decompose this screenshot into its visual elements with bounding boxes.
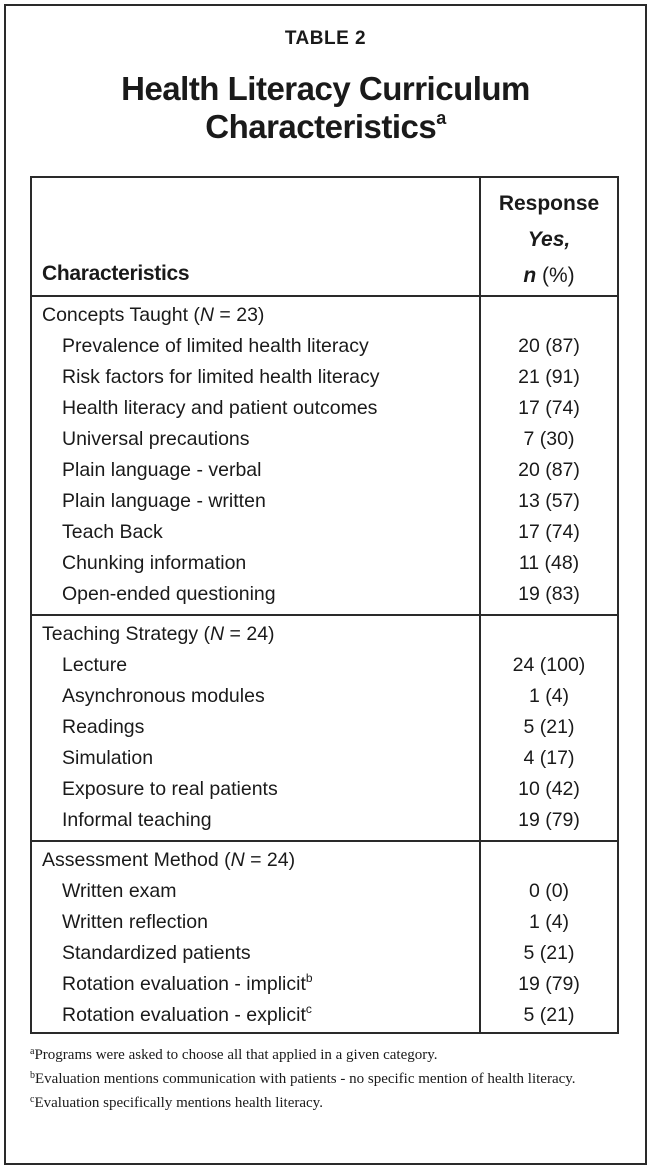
footnote-mark: b [30, 1070, 35, 1081]
header-response-line-2: Yes, [527, 228, 571, 251]
table-row [32, 712, 617, 743]
row-label: Plain language - verbal [62, 459, 262, 481]
table-row [32, 969, 617, 1000]
row-footnote-mark: c [305, 1002, 312, 1016]
table-row [32, 805, 617, 836]
footnote-text: Evaluation mentions communication with patients - no specific mention of health literacy. [35, 1071, 576, 1087]
row-label: Risk factors for limited health literacy [62, 366, 380, 388]
row-value: 1 (4) [528, 685, 570, 707]
row-value: 5 (21) [523, 1004, 575, 1026]
table-row [32, 938, 617, 969]
table-row [32, 907, 617, 938]
row-value: 17 (74) [518, 521, 580, 543]
row-label: Lecture [62, 654, 128, 676]
section-n-value: = 24) [224, 623, 275, 645]
table-row [32, 455, 617, 486]
row-label: Written exam [62, 880, 177, 902]
header-response-pct: (%) [536, 264, 575, 287]
row-footnote-mark: b [305, 971, 313, 985]
section-header-concepts: Concepts Taught (N = 23) [42, 304, 265, 326]
row-label: Universal precautions [62, 428, 250, 450]
header-divider [32, 295, 617, 297]
row-label: Plain language - written [62, 490, 266, 512]
row-value: 19 (79) [518, 809, 580, 831]
table-title [0, 70, 651, 146]
section-name: Concepts Taught [42, 304, 188, 326]
row-value: 13 (57) [518, 490, 580, 512]
row-label: Open-ended questioning [62, 583, 276, 605]
row-value: 19 (79) [518, 973, 580, 995]
table-row [32, 876, 617, 907]
footnote-text: Programs were asked to choose all that applied in a given category. [34, 1047, 438, 1063]
header-response-line-1: Response [498, 192, 600, 215]
row-label: Standardized patients [62, 942, 251, 964]
row-value: 20 (87) [518, 335, 580, 357]
row-value: 10 (42) [518, 778, 580, 800]
table-row [32, 393, 617, 424]
row-label: Informal teaching [62, 809, 212, 831]
section-name: Assessment Method [42, 849, 219, 871]
table-row [32, 548, 617, 579]
data-table [30, 176, 619, 1034]
row-label: Rotation evaluation - explicit [62, 1004, 306, 1026]
table-number: TABLE 2 [284, 28, 367, 49]
row-value: 7 (30) [523, 428, 575, 450]
row-label: Written reflection [62, 911, 208, 933]
table-row [32, 681, 617, 712]
row-label: Prevalence of limited health literacy [62, 335, 369, 357]
header-characteristics: Characteristics [42, 262, 190, 285]
row-label: Rotation evaluation - implicit [62, 973, 306, 995]
table-row [32, 486, 617, 517]
section-header-assessment: Assessment Method (N = 24) [42, 849, 296, 871]
section-n-label: N [230, 849, 245, 871]
row-value: 19 (83) [518, 583, 580, 605]
section-n-value: = 24) [244, 849, 296, 871]
row-value: 0 (0) [528, 880, 570, 902]
title-footnote-mark: a [436, 108, 446, 128]
footnote-mark: a [30, 1046, 35, 1057]
row-value: 4 (17) [523, 747, 575, 769]
footnote-text: Evaluation specifically mentions health literacy. [34, 1095, 323, 1111]
header-response [481, 186, 617, 294]
row-value: 21 (91) [518, 366, 580, 388]
header-response-line-3 [481, 258, 617, 294]
table-row [32, 424, 617, 455]
footnotes [30, 1046, 620, 1118]
row-value: 20 (87) [518, 459, 580, 481]
section-header-teaching: Teaching Strategy (N = 24) [42, 623, 275, 645]
row-value: 17 (74) [518, 397, 580, 419]
table-row [32, 362, 617, 393]
header-response-n: n [523, 264, 537, 287]
table-row [32, 774, 617, 805]
row-label: Teach Back [62, 521, 163, 543]
row-label: Asynchronous modules [62, 685, 265, 707]
title-line-2-text: Characteristics [205, 108, 437, 145]
footnote [30, 1094, 620, 1113]
row-label: Health literacy and patient outcomes [62, 397, 378, 419]
table-row [32, 743, 617, 774]
section-n-label: N [210, 623, 225, 645]
row-value: 1 (4) [528, 911, 570, 933]
row-label: Readings [62, 716, 145, 738]
footnote [30, 1046, 620, 1065]
section-n-label: N [199, 304, 215, 326]
section-divider [32, 840, 617, 842]
row-value: 11 (48) [518, 552, 580, 574]
footnote [30, 1070, 620, 1089]
table-row [32, 650, 617, 681]
table-row [32, 331, 617, 362]
row-value: 24 (100) [512, 654, 586, 676]
row-value: 5 (21) [523, 716, 575, 738]
table-row [32, 517, 617, 548]
section-name: Teaching Strategy [42, 623, 199, 645]
row-label: Chunking information [62, 552, 247, 574]
title-line-2 [0, 108, 651, 146]
row-label: Simulation [62, 747, 154, 769]
row-value: 5 (21) [523, 942, 575, 964]
table-row [32, 579, 617, 610]
table-row [32, 1000, 617, 1031]
section-n-value: = 23) [214, 304, 265, 326]
title-line-1: Health Literacy Curriculum [121, 70, 530, 107]
section-divider [32, 614, 617, 616]
footnote-mark: c [30, 1094, 35, 1105]
row-label: Exposure to real patients [62, 778, 278, 800]
